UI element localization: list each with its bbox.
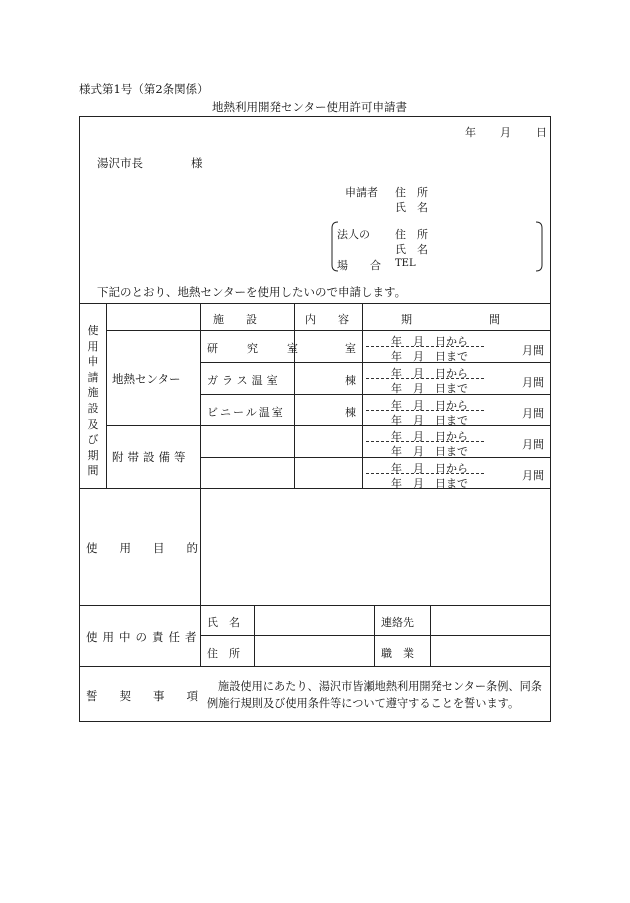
case-label: 場 合 (337, 259, 381, 272)
period-from-row-1: 年 月 日から (391, 335, 468, 348)
responsible-address-label: 住 所 (207, 647, 240, 660)
responsible-name-label: 氏 名 (207, 616, 240, 629)
unit-row-1: 室 (345, 342, 356, 355)
responsible-job-label: 職 業 (381, 647, 414, 660)
unit-row-3: 棟 (345, 406, 356, 419)
form-number: 様式第1号（第2条関係） (79, 82, 209, 96)
applicant-label: 申請者 (345, 186, 378, 199)
form-title: 地熱利用開発センター使用許可申請書 (212, 100, 408, 114)
period-from-row-5: 年 月 日から (391, 462, 468, 475)
period-from-row-2: 年 月 日から (391, 367, 468, 380)
purpose-field[interactable] (201, 489, 550, 604)
date-month: 月 (500, 126, 511, 139)
facility-row-2: ガラス温室 (207, 374, 282, 387)
period-to-row-1: 年 月 日まで (391, 350, 468, 363)
period-to-row-5: 年 月 日まで (391, 477, 468, 490)
addressee-honorific: 様 (191, 156, 203, 170)
months-row-1: 月間 (522, 344, 544, 357)
months-row-2: 月間 (522, 376, 544, 389)
months-row-5: 月間 (522, 469, 544, 482)
corp-name-label: 氏 名 (395, 243, 428, 256)
section-label: 使用申請施設及び期間 (87, 324, 99, 478)
facility-row-1: 研 究 室 (207, 342, 307, 355)
period-from-row-3: 年 月 日から (391, 399, 468, 412)
applicant-address-label: 住 所 (395, 186, 428, 199)
annex-label: 附帯設備等 (112, 450, 190, 464)
applicant-name-label: 氏 名 (395, 201, 428, 214)
intro-text: 下記のとおり、地熱センターを使用したいので申請します。 (97, 285, 407, 299)
header-facility: 施 設 (213, 313, 257, 326)
period-to-row-2: 年 月 日まで (391, 382, 468, 395)
responsible-address-field[interactable] (255, 636, 373, 665)
pledge-label: 誓契事項 (86, 689, 220, 703)
months-row-3: 月間 (522, 407, 544, 420)
tel-label: TEL (395, 258, 416, 269)
center-label: 地熱センター (112, 372, 181, 386)
date-day: 日 (536, 126, 547, 139)
responsible-label: 使用中の責任者 (86, 630, 202, 644)
addressee-name: 湯沢市長 (97, 156, 143, 170)
period-to-row-4: 年 月 日まで (391, 445, 468, 458)
responsible-contact-field[interactable] (431, 606, 550, 634)
period-from-row-4: 年 月 日から (391, 430, 468, 443)
facility-row-3: ビニール温室 (207, 406, 285, 419)
responsible-name-field[interactable] (255, 606, 373, 634)
header-content: 内 容 (305, 313, 349, 326)
responsible-job-field[interactable] (431, 636, 550, 665)
header-period: 期 間 (401, 313, 500, 326)
purpose-label: 使用目的 (86, 541, 220, 555)
pledge-text: 施設使用にあたり、湯沢市皆瀬地熱利用開発センター条例、同条例施行規則及び使用条件等について遵守することを誓います。 (207, 680, 542, 710)
corp-label: 法人の (337, 228, 370, 241)
responsible-contact-label: 連絡先 (381, 616, 414, 629)
period-to-row-3: 年 月 日まで (391, 414, 468, 427)
date-year: 年 (465, 126, 476, 139)
months-row-4: 月間 (522, 438, 544, 451)
unit-row-2: 棟 (345, 374, 356, 387)
corp-address-label: 住 所 (395, 228, 428, 241)
